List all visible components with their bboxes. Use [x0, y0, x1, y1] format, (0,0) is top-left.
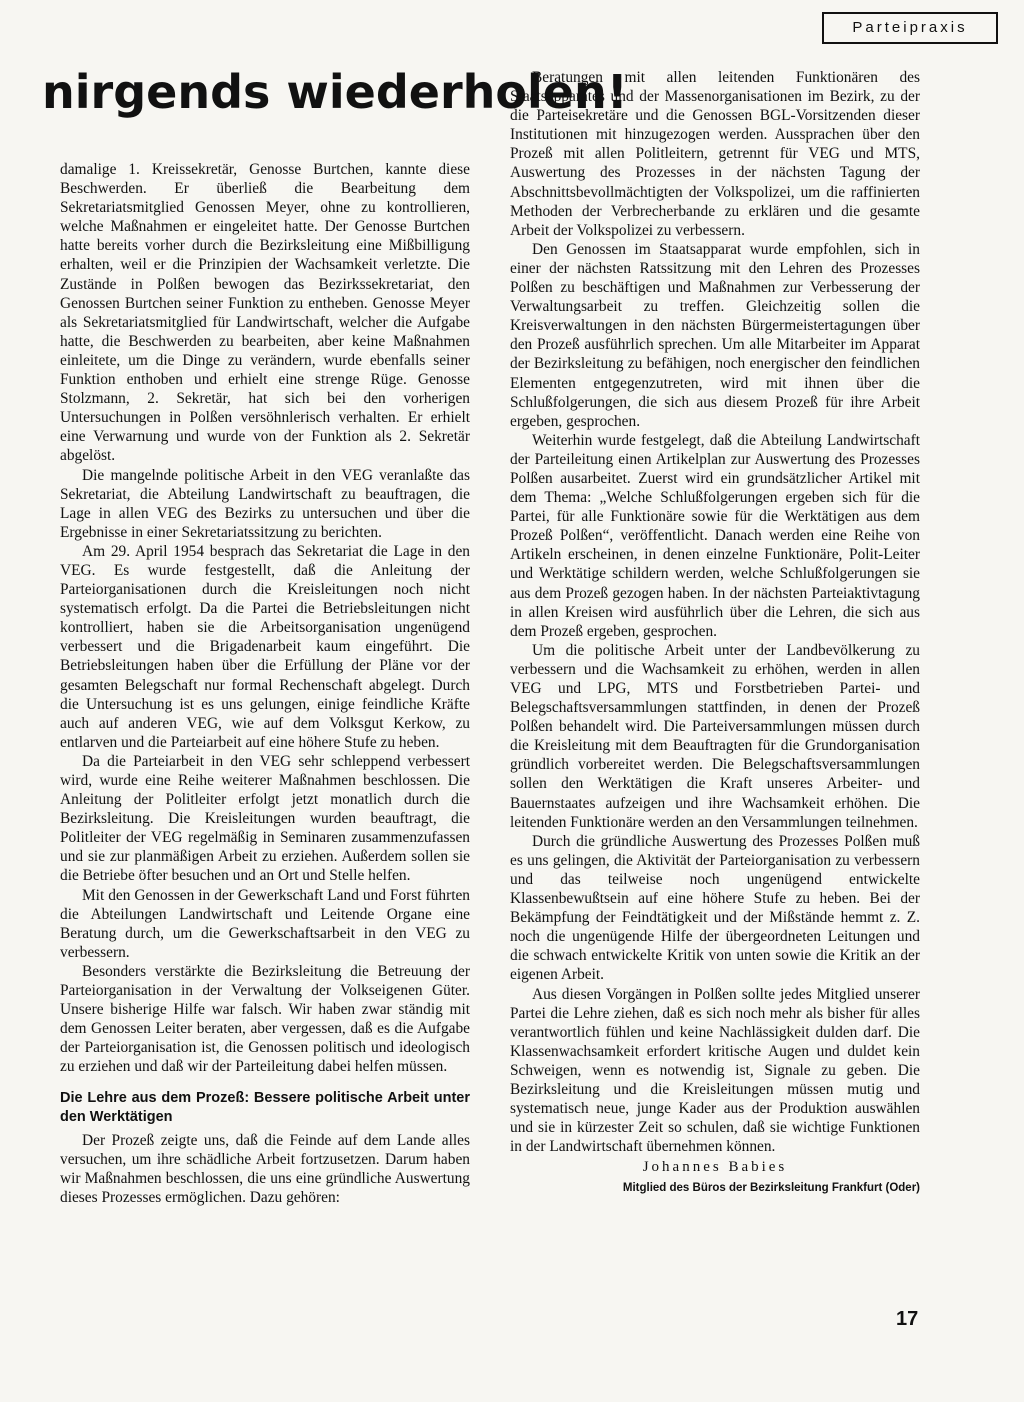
- paragraph: Den Genossen im Staatsapparat wurde empfohlen, sich in einer der nächsten Ratssitzung mit den Lehren des Prozesses Polßen zu beschäftigen und Maßnahmen zur Verbesserung der Verwaltungsarbeit zu treffen. Gleichzeitig sollen die Kreisverwaltungen in den nächsten Bürgermeistertagungen über den Prozeß ausführlich sprechen. Um alle Mitarbeiter im Apparat der Bezirksleitung zu befähigen, noch energischer den feindlichen Elementen entgegenzutreten, wird mit ihnen über die Schlußfolgerungen, die sich aus diesem Prozeß für ihre Arbeit ergeben, gesprochen.: [510, 240, 920, 430]
- paragraph: Weiterhin wurde festgelegt, daß die Abteilung Landwirtschaft der Parteileitung einen Artikelplan zur Auswertung des Prozesses Polßen ausarbeitet. Zuerst wird ein grundsätzlicher Artikel mit dem Thema: „Welche Schlußfolgerungen ergeben sich für die Partei, für alle Funktionäre sowie für die Werktätigen aus dem Prozeß Polßen“, veröffentlicht. Danach werden eine Reihe von Artikeln erscheinen, in denen einzelne Funktionäre, Polit-Leiter und Werktätige schildern werden, welche Schlußfolgerungen sie aus dem Prozeß gezogen haben. In der nächsten Parteiaktivtagung in allen Kreisen wird ausführlich über die Lehren, die sich aus dem Prozeß ergeben, gesprochen.: [510, 431, 920, 640]
- page-number: 17: [896, 1308, 919, 1330]
- paragraph: Da die Parteiarbeit in den VEG sehr schleppend verbessert wird, wurde eine Reihe weiterer Maßnahmen beschlossen. Die Anleitung der Politleiter erfolgt jetzt monatlich durch die Bezirksleitung. Die Kreisleitungen wurden beauftragt, die Politleiter der VEG regelmäßig in Seminaren zusammenzufassen und sie zur planmäßigen Arbeit zu erziehen. Außerdem sollen sie die Betriebe öfter besuchen und an Ort und Stelle helfen.: [60, 752, 470, 885]
- paragraph: Besonders verstärkte die Bezirksleitung die Betreuung der Parteiorganisation in der Verwaltung der Volkseigenen Güter. Unsere bisherige Hilfe war falsch. Wir haben zwar ständig mit dem Genossen Leiter beraten, aber vergessen, daß es die Aufgabe der Parteiorganisation ist, die Genossen politisch und ideologisch zu erziehen und daß wir der Parteileitung dabei helfen müssen.: [60, 962, 470, 1076]
- author-role: Mitglied des Büros der Bezirksleitung Frankfurt (Oder): [622, 1182, 920, 1195]
- paragraph: Die mangelnde politische Arbeit in den VEG veranlaßte das Sekretariat, die Abteilung Landwirtschaft zu beauftragen, die Lage in allen VEG des Bezirks zu untersuchen und über die Ergebnisse in einer Sekretariatssitzung zu berichten.: [60, 466, 470, 541]
- author-name: Johannes Babies: [642, 1159, 788, 1176]
- paragraph: Beratungen mit allen leitenden Funktionären des Staatsapparates und der Massenorganisationen im Bezirk, zu der die Parteisekretäre und die Genossen BGL-Vorsitzenden dieser Institutionen mit hinzugezogen werden. Aussprachen über den Prozeß mit allen Politleitern, getrennt für VEG und MTS, Auswertung des Prozesses in der nächsten Tagung der Abschnittsbevollmächtigten der Volkspolizei, um die raffinierten Methoden der Verbrecherbande zu erklären und die gesamte Arbeit der Volkspolizei zu verbessern.: [510, 69, 920, 239]
- paragraph: Durch die gründliche Auswertung des Prozesses Polßen muß es uns gelingen, die Aktivität der Parteiorganisation zu verbessern und das teilweise noch ungenügend entwickelte Klassenbewußtsein auf eine höhere Stufe zu heben. Bei der Bekämpfung der Feindtätigkeit und der Mißstände hemmt z. Z. noch die ungenügende Hilfe der übergeordneten Leitungen und die schwach entwickelte Kritik von unten sowie die Kritik an der eigenen Arbeit.: [510, 832, 920, 984]
- paragraph: Aus diesen Vorgängen in Polßen sollte jedes Mitglied unserer Partei die Lehre ziehen, daß es sich noch mehr als bisher für alles verantwortlich fühlen und keine Nachlässigkeit dulden darf. Die Klassenwachsamkeit erfordert kritische Augen und duldet kein Schweigen, wenn es notwendig ist, Signale zu geben. Die Bezirksleitung und die Kreisleitungen müssen mutig und systematisch neue, junge Kader aus der Produktion auswählen und sie in kürzester Zeit so schulen, daß sie wichtige Funktionen in der Landwirtschaft übernehmen können.: [510, 985, 920, 1156]
- left-column: [60, 160, 470, 1207]
- paragraph: Mit den Genossen in der Gewerkschaft Land und Forst führten die Abteilungen Landwirtschaft und Leitende Organe eine Beratung durch, um die Gewerkschaftsarbeit in den VEG zu verbessern.: [60, 886, 470, 961]
- right-column: [510, 68, 920, 1199]
- paragraph: Am 29. April 1954 besprach das Sekretariat die Lage in den VEG. Es wurde festgestellt, daß die Anleitung der Parteiorganisationen durch die Kreisleitungen noch nicht systematisch erfolgt. Da die Partei die Betriebsleitungen nicht kontrolliert, haben sie die Arbeitsorganisation ungenügend verbessert und die Brigadenarbeit kaum eingeführt. Die Betriebsleitungen haben über die Erfüllung der Pläne vor der gesamten Belegschaft nur formal Rechenschaft abgelegt. Durch die Untersuchung ist es uns gelungen, einige feindliche Kräfte auch auf anderen VEG, wie auf dem Volksgut Kerkow, zu entlarven und die Parteiarbeit auf eine höhere Stufe zu heben.: [60, 542, 470, 751]
- paragraph: damalige 1. Kreissekretär, Genosse Burtchen, kannte diese Beschwerden. Er überließ die Bearbeitung dem Sekretariatsmitglied Genossen Meyer, ohne zu kontrollieren, welche Maßnahmen er eingeleitet hatte. Der Genosse Burtchen hatte bereits vorher durch die Bezirksleitung eine Mißbilligung erhalten, weil er die Prinzipien der Wachsamkeit verletzte. Die Zustände in Polßen bewogen das Bezirkssekretariat, den Genossen Burtchen seiner Funktion zu entheben. Genosse Meyer als Sekretariatsmitglied für Landwirtschaft, welcher die Aufgabe hatte, die Beschwerden zu bearbeiten, aber keine Maßnahmen einleitete, um die Dinge zu verändern, wurde ebenfalls seiner Funktion enthoben und erhielt eine strenge Rüge. Genosse Stolzmann, 2. Sekretär, hat sich bei den vorherigen Untersuchungen in Polßen versöhnlerisch verhalten. Er erhielt eine Verwarnung und wurde von der Funktion als 2. Sekretär abgelöst.: [60, 161, 470, 465]
- article-headline: nirgends wiederholen!: [42, 65, 628, 119]
- subheading: Die Lehre aus dem Prozeß: Bessere politische Arbeit unter den Werktätigen: [60, 1089, 470, 1125]
- paragraph: Um die politische Arbeit unter der Landbevölkerung zu verbessern und die Wachsamkeit zu erhöhen, werden in allen VEG und LPG, MTS und Forstbetrieben Partei- und Belegschaftsversammlungen stattfinden, in denen der Prozeß Polßen behandelt wird. Die Parteiversammlungen müssen durch die Kreisleitung mit dem Beauftragten für die Grundorganisation gründlich vorbereitet werden. Die Belegschaftsversammlungen sollen den Werktätigen die Kraft unseres Arbeiter- und Bauernstaates aufzeigen und ihre Wachsamkeit erhöhen. Die leitenden Funktionäre werden an den Versammlungen teilnehmen.: [510, 641, 920, 831]
- paragraph: Der Prozeß zeigte uns, daß die Feinde auf dem Lande alles versuchen, um ihre schädliche Arbeit fortzusetzen. Darum haben wir Maßnahmen beschlossen, die uns eine gründliche Auswertung dieses Prozesses ermöglichen. Dazu gehören:: [60, 1131, 470, 1206]
- section-label: Parteipraxis: [822, 12, 998, 44]
